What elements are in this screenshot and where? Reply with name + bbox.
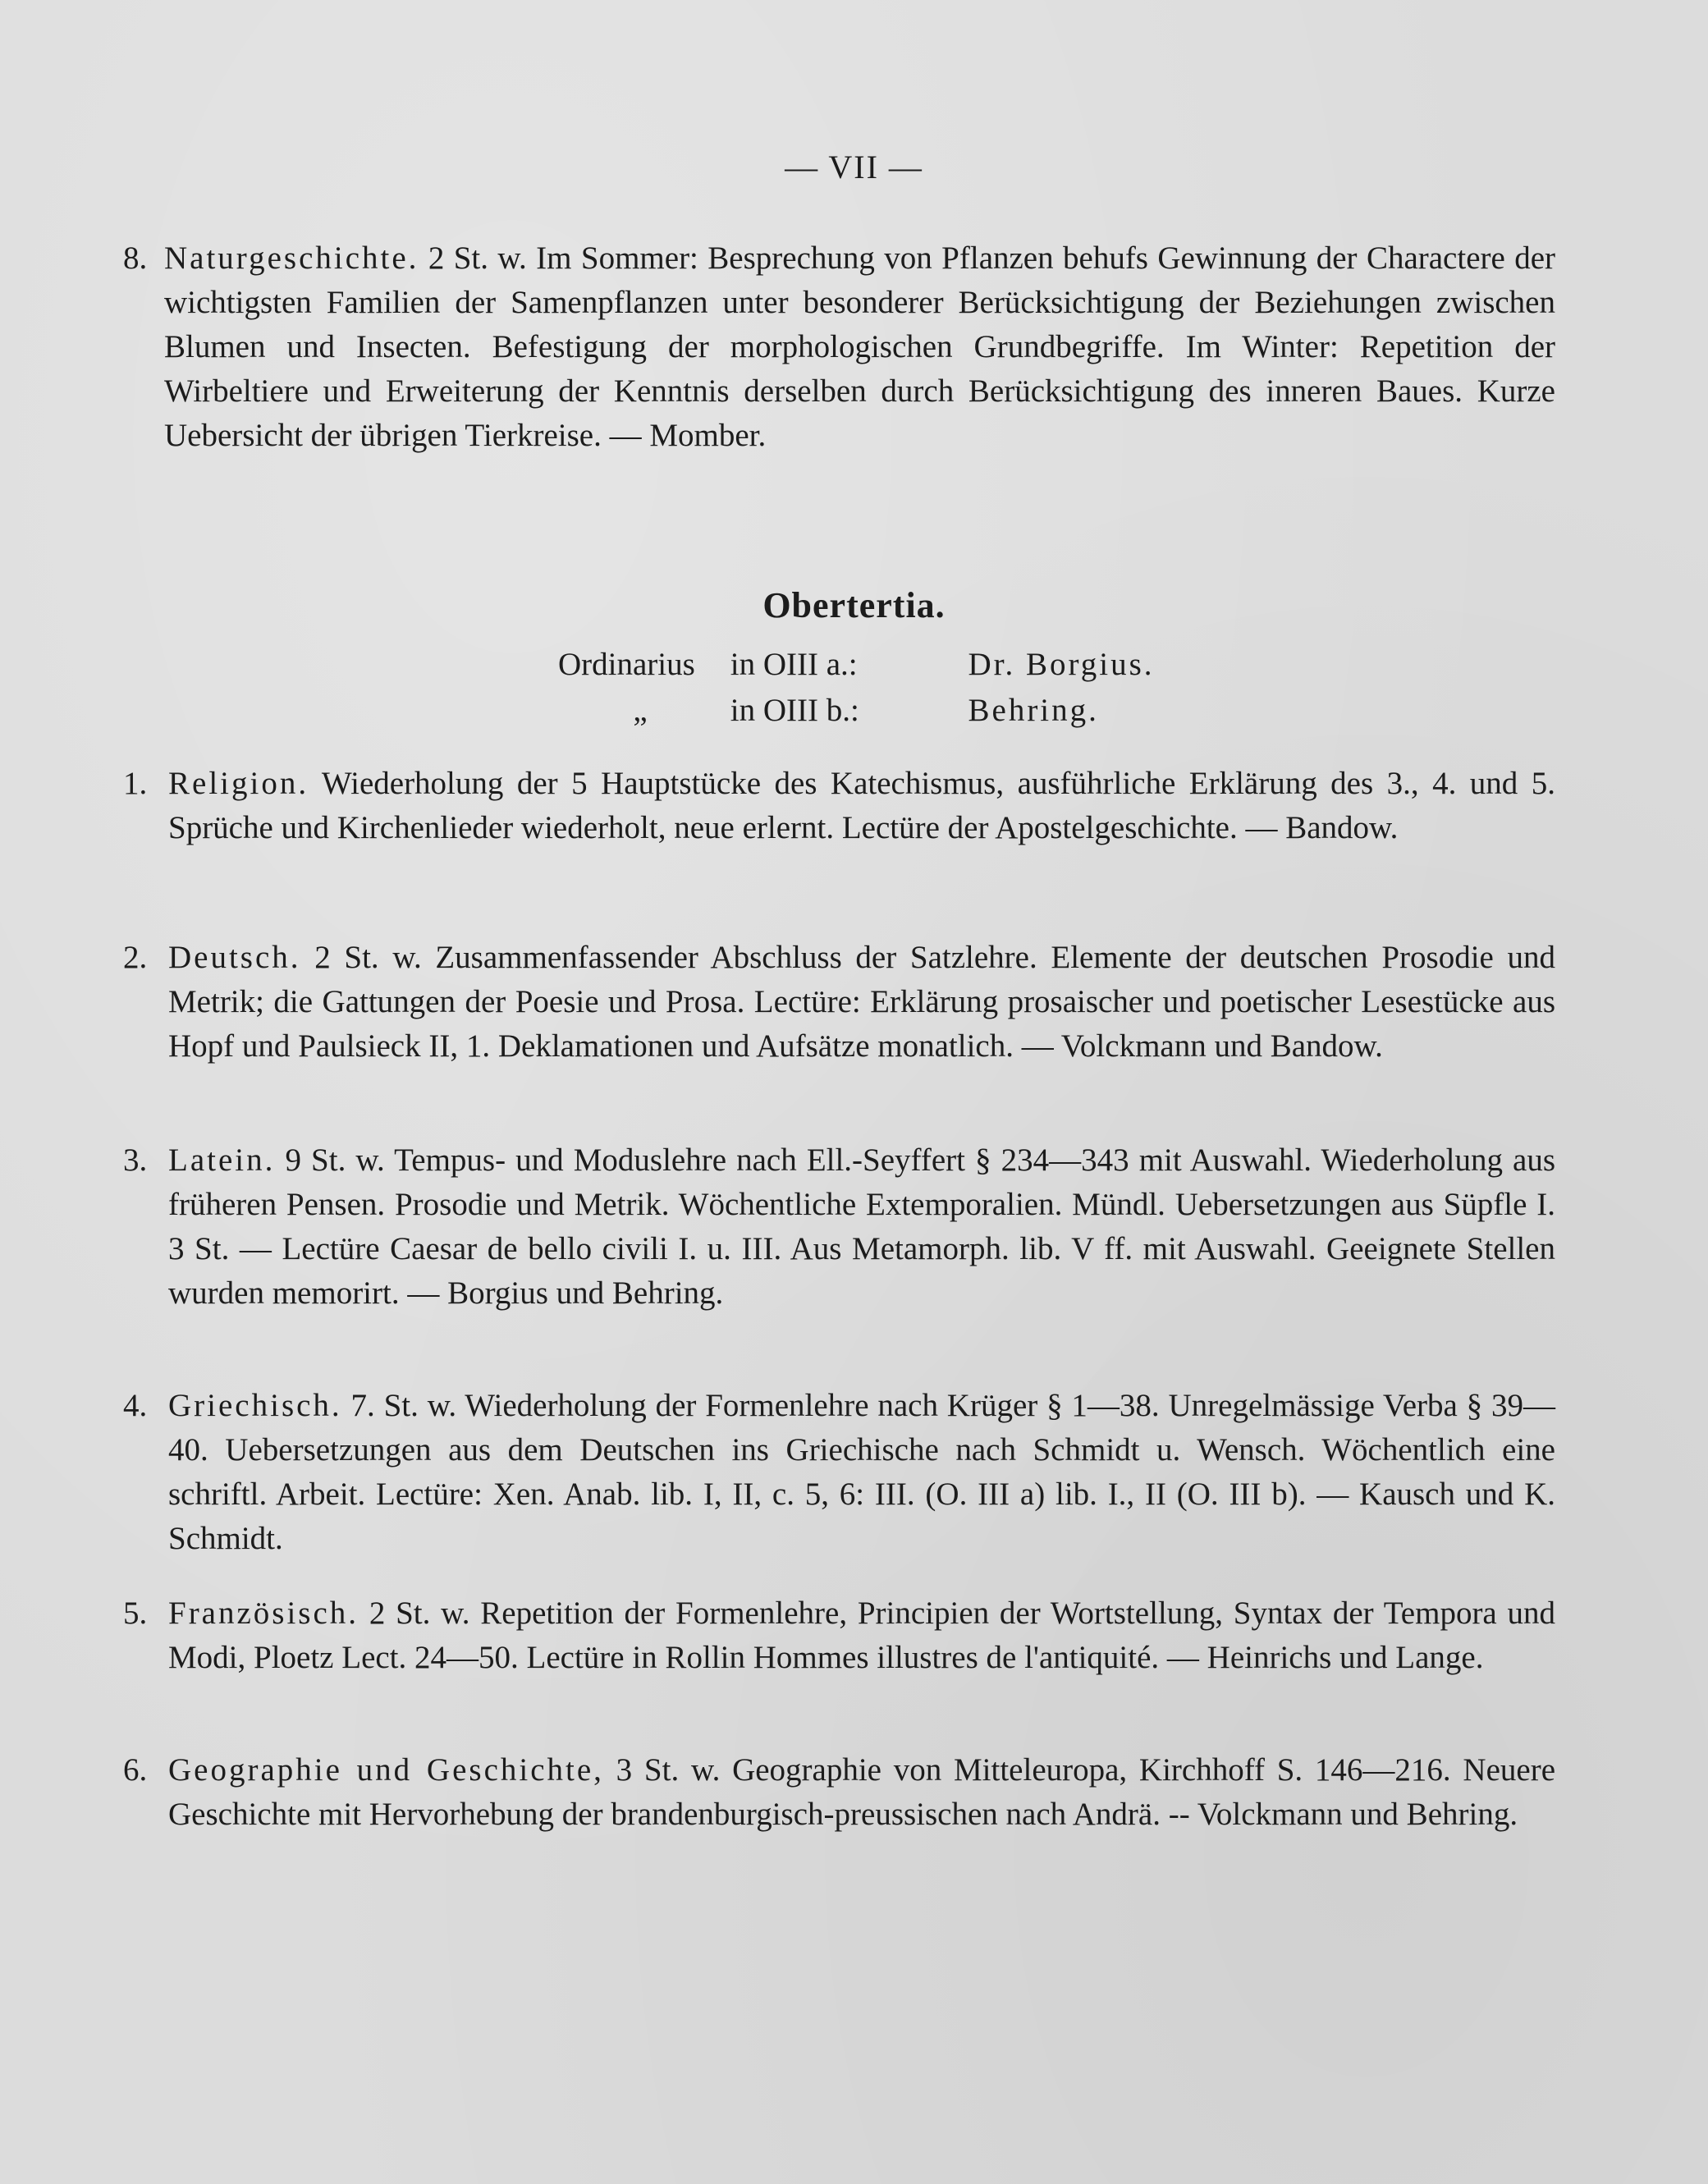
item-title: Französisch.: [168, 1596, 359, 1631]
list-item: [123, 1138, 1555, 1316]
ordinarius-label: „: [633, 693, 648, 728]
item-title: Latein.: [168, 1142, 276, 1178]
list-item: [123, 762, 1555, 850]
page-number: — VII —: [785, 149, 923, 185]
ordinarius-class: in OIII b.:: [730, 693, 859, 728]
entry-geographie: [123, 1748, 1555, 1837]
item-number: 6.: [123, 1752, 148, 1788]
item-text: 2 St. w. Zusammenfassender Abschluss der Satzlehre. Elemente der deutschen Prosodie und Metrik; die Gattungen der Poesie und Prosa. Lectüre: Erklärung prosaischer und poetischer Lesestücke aus Hopf und Paulsieck II, 1. Deklamationen und Aufsätze monatlich. — Volckmann und Bandow.: [168, 940, 1556, 1064]
item-number: 3.: [123, 1142, 148, 1178]
item-title: Deutsch.: [168, 940, 301, 975]
section-heading: Obertertia.: [762, 585, 946, 625]
item-text: 7. St. w. Wiederholung der Formenlehre nach Krüger § 1—38. Unregelmässige Verba § 39—40. Uebersetzungen aus dem Deutschen ins Griechische nach Schmidt u. Wensch. Wöchentlich eine schriftl. Arbeit. Lectüre: Xen. Anab. lib. I, II, c. 5, 6: III. (O. III a) lib. I., II (O. III b). — Kausch und K. Schmidt.: [168, 1388, 1556, 1556]
item-text: 2 St. w. Im Sommer: Besprechung von Pflanzen behufs Gewinnung der Charactere der wichtigsten Familien der Samenpflanzen unter besonderer Berücksichtigung der Beziehungen zwischen Blumen und Insecten. Befestigung der morphologischen Grundbegriffe. Im Winter: Repetition der Wirbeltiere und Erweiterung der Kenntnis derselben durch Berücksichtigung des inneren Baues. Kurze Uebersicht der übrigen Tierkreise. — Momber.: [164, 240, 1556, 453]
item-text: 2 St. w. Repetition der Formenlehre, Principien der Wortstellung, Syntax der Tempora und Modi, Ploetz Lect. 24—50. Lectüre in Rollin Hommes illustres de l'antiquité. — Heinrichs und Lange.: [168, 1596, 1555, 1675]
entry-deutsch: [123, 936, 1555, 1069]
entry-griechisch: [123, 1384, 1555, 1561]
ordinarius-label: Ordinarius: [558, 647, 695, 682]
list-item: [123, 1384, 1555, 1561]
list-item: [123, 1591, 1555, 1680]
item-text: 3 St. w. Geographie von Mitteleuropa, Kirchhoff S. 146—216. Neuere Geschichte mit Hervorhebung der brandenburgisch-preussischen nach Andrä. -- Volckmann und Behring.: [168, 1752, 1555, 1832]
list-item: [123, 1748, 1555, 1837]
item-number: 5.: [123, 1596, 148, 1631]
item-title: Religion.: [168, 766, 309, 801]
ordinarius-block: [558, 642, 1155, 734]
ordinarius-row: [558, 688, 1155, 734]
item-number: 1.: [123, 766, 148, 801]
item-text: Wiederholung der 5 Hauptstücke des Katechismus, ausführliche Erklärung des 3., 4. und 5. Sprüche und Kirchenlieder wiederholt, neue erlernt. Lectüre der Apostelgeschichte. — Bandow.: [168, 766, 1555, 845]
entry-religion: [123, 762, 1555, 850]
item-title: Griechisch.: [168, 1388, 342, 1423]
item-title: Naturgeschichte.: [164, 240, 419, 276]
list-item: [123, 936, 1555, 1069]
section-naturgeschichte: [123, 236, 1555, 458]
item-number: 2.: [123, 940, 148, 975]
list-item: [123, 236, 1555, 458]
entry-franzoesisch: [123, 1591, 1555, 1680]
ordinarius-class: in OIII a.:: [730, 647, 858, 682]
ordinarius-teacher: Behring.: [968, 693, 1099, 728]
item-text: 9 St. w. Tempus- und Moduslehre nach Ell.-Seyffert § 234—343 mit Auswahl. Wiederholung aus früheren Pensen. Prosodie und Metrik. Wöchentliche Extemporalien. Mündl. Uebersetzungen aus Süpfle I. 3 St. — Lectüre Caesar de bello civili I. u. III. Aus Metamorph. lib. V ff. mit Auswahl. Geeignete Stellen wurden memorirt. — Borgius und Behring.: [168, 1142, 1556, 1311]
item-number: 8.: [123, 240, 148, 276]
ordinarius-row: [558, 642, 1155, 688]
ordinarius-teacher: Dr. Borgius.: [968, 647, 1155, 682]
item-title: Geographie und Geschichte,: [168, 1752, 604, 1788]
item-number: 4.: [123, 1388, 148, 1423]
entry-latein: [123, 1138, 1555, 1316]
